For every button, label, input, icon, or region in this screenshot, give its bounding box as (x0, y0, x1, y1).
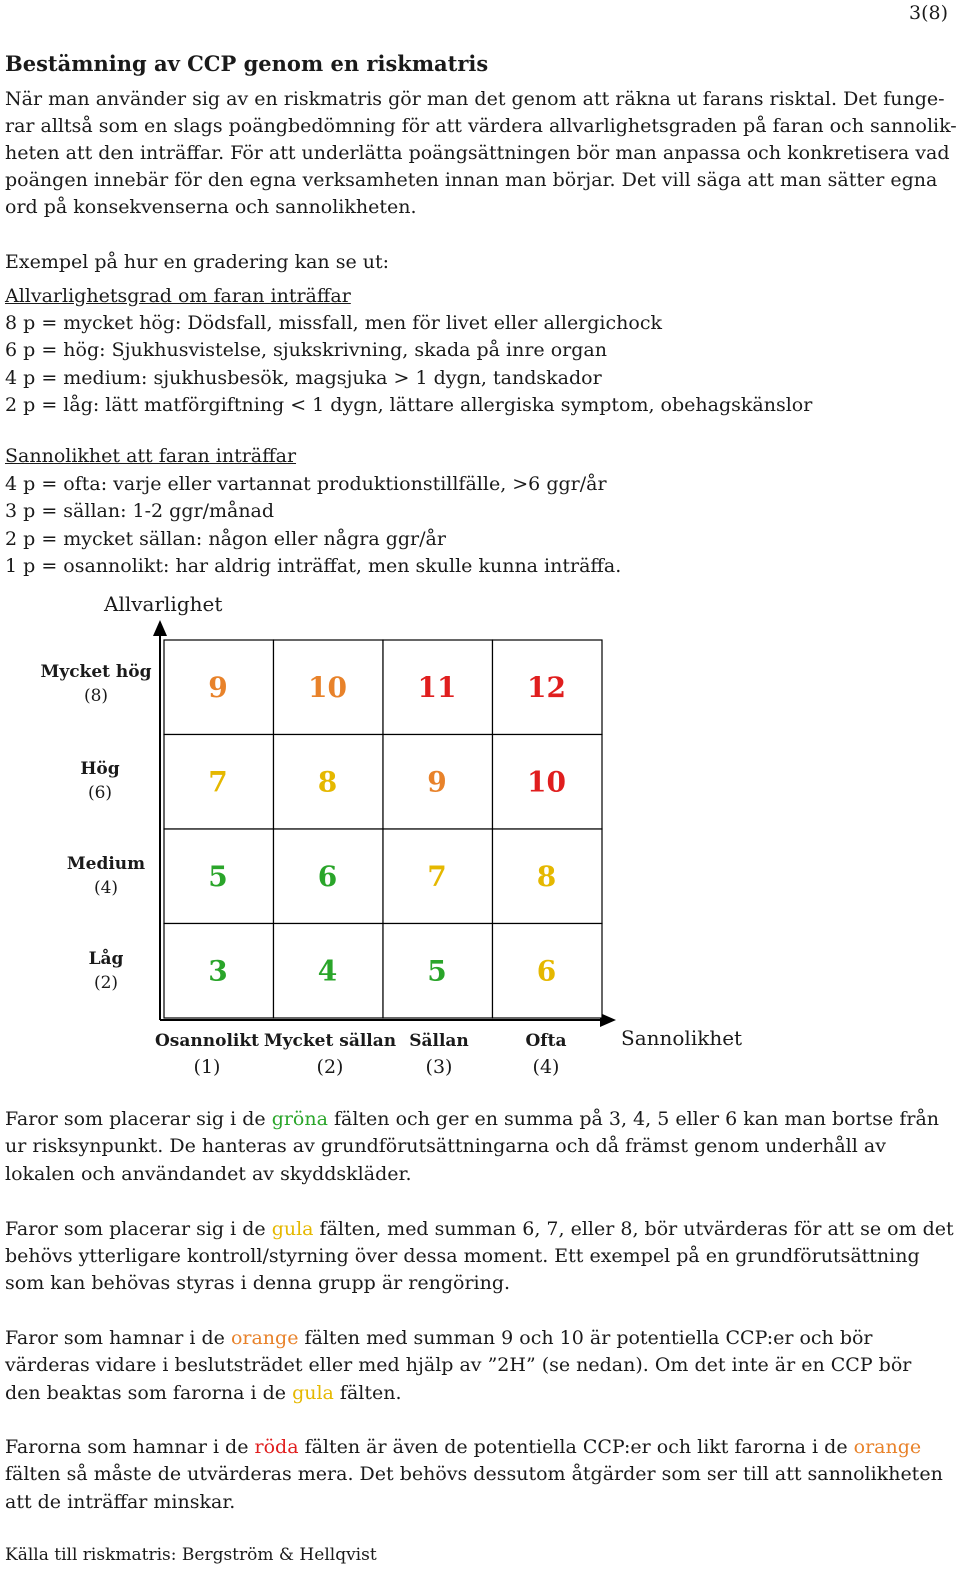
explanation-line: Faror som placerar sig i de gröna fälten och ger en summa på 3, 4, 5 eller 6 kan man bortse från (5, 1108, 940, 1130)
matrix-cell-value: 12 (527, 671, 566, 704)
intro-line: poängen innebär för den egna verksamheten innan man börjar. Det vill säga att man sätter egna (5, 169, 938, 191)
row-label-value: (2) (93, 973, 119, 993)
col-label-name: Ofta (525, 1031, 567, 1051)
probability-item: 3 p = sällan: 1-2 ggr/månad (5, 500, 275, 522)
yellow-word: gula (292, 1382, 334, 1404)
orange-word: orange (230, 1327, 299, 1349)
matrix-cell-value: 8 (536, 860, 557, 893)
col-label-osannolikt (152, 1028, 262, 1080)
matrix-cell-value: 10 (527, 765, 566, 799)
intro-line: rar alltså som en slags poängbedömning för att värdera allvarlighetsgraden på faran och sannolik- (5, 115, 957, 137)
matrix-cell-value: 6 (317, 860, 338, 893)
col-label-value: (2) (316, 1056, 344, 1078)
matrix-cell-value: 9 (208, 671, 228, 704)
red-word: röda (254, 1436, 299, 1458)
row-label-hog (40, 757, 160, 805)
explanation-line: Farorna som hamnar i de röda fälten är även de potentiella CCP:er och likt farorna i de orange (5, 1436, 922, 1458)
probability-item: 4 p = ofta: varje eller vartannat produktionstillfälle, >6 ggr/år (5, 473, 607, 495)
explanation-line: att de inträffar minskar. (5, 1491, 236, 1513)
matrix-cell-value: 4 (317, 954, 338, 988)
explanation-line: ur risksynpunkt. De hanteras av grundförutsättningarna och då främst genom underhåll av (5, 1135, 886, 1157)
row-label-name: Mycket hög (40, 662, 152, 682)
row-label-name: Hög (80, 759, 120, 779)
intro-line: ord på konsekvenserna och sannolikheten. (5, 196, 417, 218)
severity-item: 8 p = mycket hög: Dödsfall, missfall, men för livet eller allergichock (5, 312, 662, 334)
matrix-cell-value: 6 (536, 954, 557, 988)
explanation-line: fälten så måste de utvärderas mera. Det behövs dessutom åtgärder som ser till att sannolikheten (5, 1463, 943, 1485)
x-axis-title: Sannolikhet (621, 1026, 743, 1050)
explanation-line: värderas vidare i beslutsträdet eller med hjälp av ”2H” (se nedan). Om det inte är en CCP bör (5, 1354, 912, 1376)
intro-line: heten att den inträffar. För att underlätta poängsättningen bör man anpassa och konkretisera vad (5, 142, 950, 164)
row-label-name: Låg (88, 949, 124, 969)
explanation-line: behövs ytterligare kontroll/styrning över dessa moment. Ett exempel på en grundförutsättning (5, 1245, 920, 1267)
col-label-mycket-sallan (262, 1028, 398, 1080)
page-title: Bestämning av CCP genom en riskmatris (5, 51, 489, 76)
explanation-line: Faror som placerar sig i de gula fälten, med summan 6, 7, eller 8, bör utvärderas för att se om det (5, 1218, 954, 1240)
matrix-cell-value: 7 (427, 860, 447, 893)
source-note: Källa till riskmatris: Bergström & Hellqvist (5, 1545, 377, 1565)
col-label-name: Mycket sällan (263, 1031, 397, 1051)
severity-item: 2 p = låg: lätt matförgiftning < 1 dygn, lättare allergiska symptom, obehagskänslor (5, 394, 813, 416)
probability-item: 1 p = osannolikt: har aldrig inträffat, men skulle kunna inträffa. (5, 555, 622, 577)
y-axis-arrow (153, 620, 167, 636)
matrix-cell-value: 9 (427, 765, 447, 799)
example-intro: Exempel på hur en gradering kan se ut: (5, 251, 390, 273)
green-word: gröna (271, 1108, 328, 1130)
explanation-line: lokalen och användandet av skyddskläder. (5, 1163, 412, 1185)
row-label-mycket-hog (36, 660, 156, 708)
row-label-lag (46, 947, 166, 995)
explanation-line: den beaktas som farorna i de gula fälten. (5, 1382, 402, 1404)
row-label-medium (46, 852, 166, 900)
yellow-word: gula (271, 1218, 314, 1240)
matrix-cell-value: 3 (208, 954, 228, 988)
matrix-cell-value: 5 (427, 954, 447, 988)
page-number: 3(8) (908, 2, 948, 24)
severity-item: 6 p = hög: Sjukhusvistelse, sjukskrivning, skada på inre organ (5, 339, 607, 361)
probability-heading: Sannolikhet att faran inträffar (5, 445, 297, 467)
y-axis-title: Allvarlighet (104, 592, 223, 616)
orange-word: orange (853, 1436, 922, 1458)
col-label-value: (1) (193, 1056, 221, 1078)
matrix-cell-value: 8 (317, 765, 338, 799)
row-label-name: Medium (66, 854, 146, 874)
probability-item: 2 p = mycket sällan: någon eller några ggr/år (5, 528, 446, 550)
matrix-cell-value: 11 (417, 671, 457, 704)
severity-heading: Allvarlighetsgrad om faran inträffar (5, 285, 351, 307)
col-label-value: (4) (532, 1056, 560, 1078)
explanation-line: Faror som hamnar i de orange fälten med summan 9 och 10 är potentiella CCP:er och bör (5, 1327, 873, 1349)
col-label-name: Osannolikt (154, 1031, 259, 1051)
row-label-value: (8) (83, 686, 109, 706)
col-label-name: Sällan (409, 1031, 469, 1051)
matrix-cell-value: 5 (208, 860, 228, 893)
col-label-sallan (384, 1028, 494, 1080)
matrix-grid (164, 640, 602, 1018)
col-label-ofta (491, 1028, 601, 1080)
row-label-value: (6) (87, 783, 113, 803)
intro-line: När man använder sig av en riskmatris gör man det genom att räkna ut farans risktal. Det funge- (5, 88, 945, 110)
col-label-value: (3) (425, 1056, 453, 1078)
explanation-line: som kan behövas styras i denna grupp är rengöring. (5, 1272, 511, 1294)
matrix-cell-value: 10 (308, 671, 347, 704)
row-label-value: (4) (93, 878, 119, 898)
matrix-cell-value: 7 (208, 765, 228, 799)
severity-item: 4 p = medium: sjukhusbesök, magsjuka > 1 dygn, tandskador (5, 367, 602, 389)
